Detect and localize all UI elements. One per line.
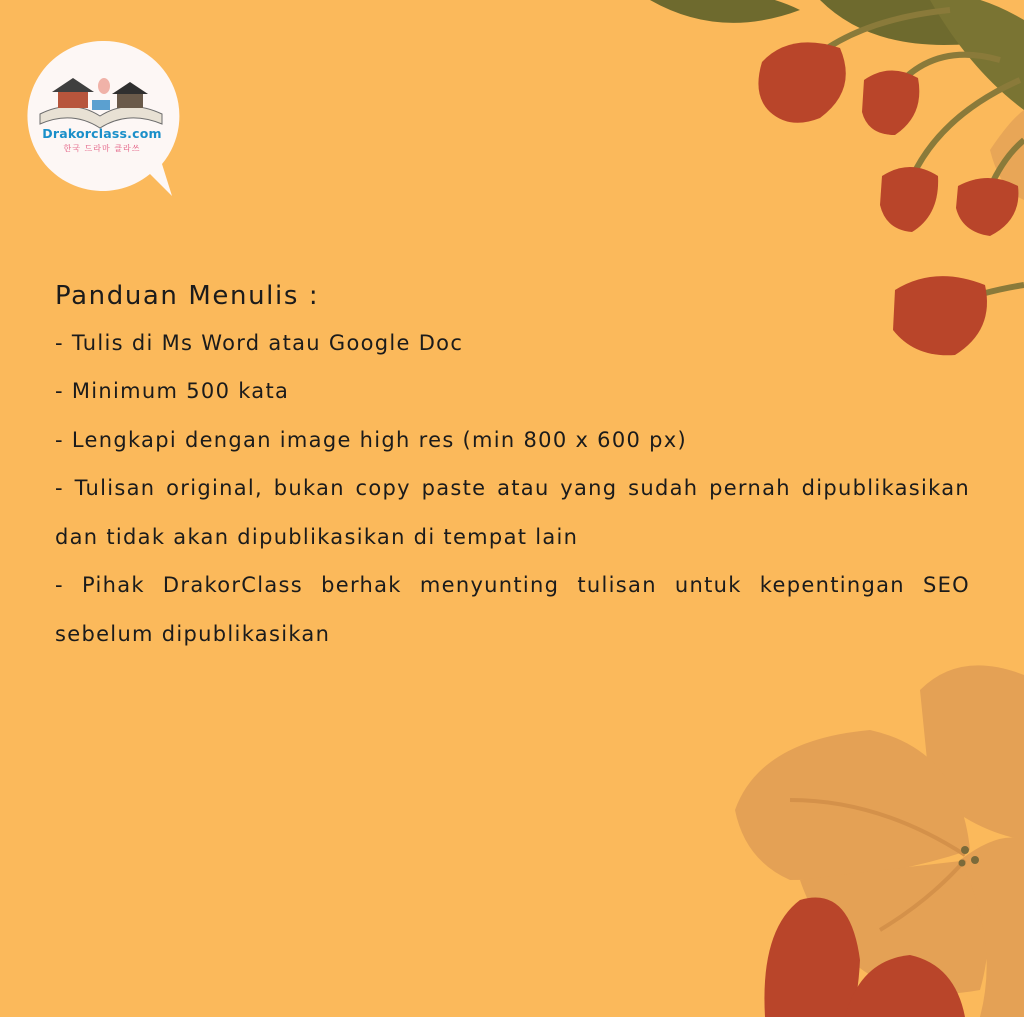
- guide-heading: Panduan Menulis :: [55, 281, 320, 311]
- guide-item: - Tulisan original, bukan copy paste atau yang sudah pernah dipublikasikan dan tidak akan dipublikasikan di tempat lain: [55, 476, 970, 549]
- logo-badge: [22, 36, 182, 196]
- logo-korean-tagline: 한국 드라마 클라쓰: [63, 144, 141, 153]
- guide-item: - Lengkapi dengan image high res (min 800 x 600 px): [55, 427, 687, 452]
- logo-name: Drakorclass.com: [42, 126, 162, 141]
- writing-guide: [55, 272, 970, 658]
- guide-item: - Pihak DrakorClass berhak menyunting tulisan untuk kepentingan SEO sebelum dipublikasikan: [55, 573, 970, 646]
- guide-item: - Minimum 500 kata: [55, 379, 290, 403]
- guide-item: - Tulis di Ms Word atau Google Doc: [55, 330, 464, 355]
